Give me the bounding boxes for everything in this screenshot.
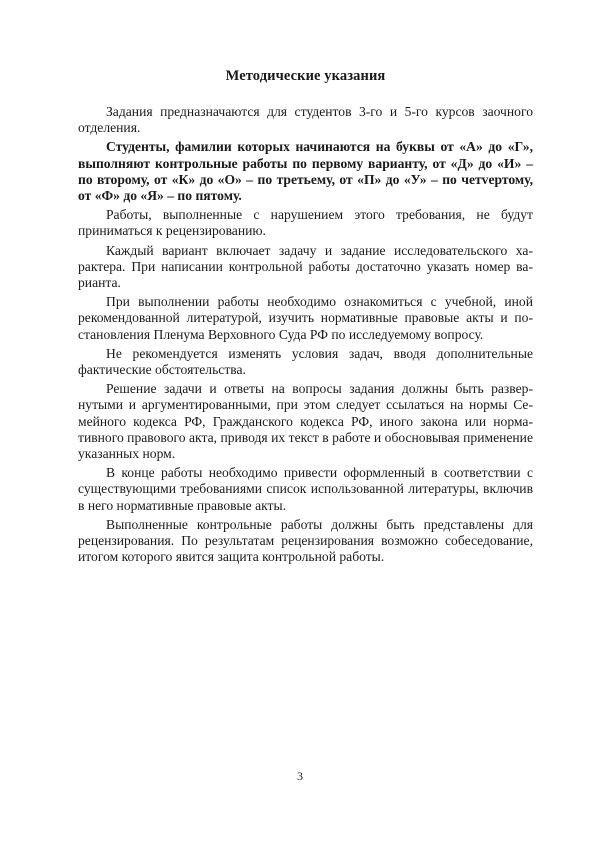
paragraph-bibliography: В конце работы необходимо привести оформленный в соответствии с существующими требованиями список использованной литературы, включив в него нормативные правовые акты. <box>78 465 533 513</box>
paragraph-variants: Студенты, фамилии которых начинаются на буквы от «А» до «Г», выполняют контрольные работы по первому варианту, от «Д» до «И» – по второму, от «К» до «О» – по третьему, от «П» до «У» – по четvертому, от «Ф» до «Я» – по пятому. <box>78 139 533 204</box>
paragraph-conditions: Не рекомендуется изменять условия задач, вводя дополнительные фактические обстоятельства. <box>78 345 533 378</box>
paragraph-literature: При выполнении работы необходимо ознакомиться с учебной, иной рекомендованной литературой, изучить нормативные правовые акты и постановления Пленума Верховного Суда РФ по исследуемому вопросу. <box>78 294 533 342</box>
paragraph-solution: Решение задачи и ответы на вопросы задания должны быть развернутыми и аргументированными, при этом следует ссылаться на нормы Семейного кодекса РФ, Гражданского кодекса РФ, иного закона или нормативного правового акта, приводя их текст в работе и обосновывая применение указанных норм. <box>78 381 533 462</box>
paragraph-violation: Работы, выполненные с нарушением этого требования, не будут приниматься к рецензированию. <box>78 207 533 239</box>
paragraph-review: Выполненные контрольные работы должны быть представлены для рецензирования. По результатам рецензирования возможно собеседование, итогом которого явится защита контрольной работы. <box>78 516 533 565</box>
paragraph-variant-content: Каждый вариант включает задачу и задание исследовательского характера. При написании контрольной работы достаточно указать номер варианта. <box>78 242 533 291</box>
paragraph-intro: Задания предназначаются для студентов 3-го и 5-го курсов заочного отделения. <box>78 104 533 136</box>
page-title: Методические указания <box>225 68 386 84</box>
page-content <box>78 68 533 568</box>
page-number: 3 <box>297 769 303 783</box>
